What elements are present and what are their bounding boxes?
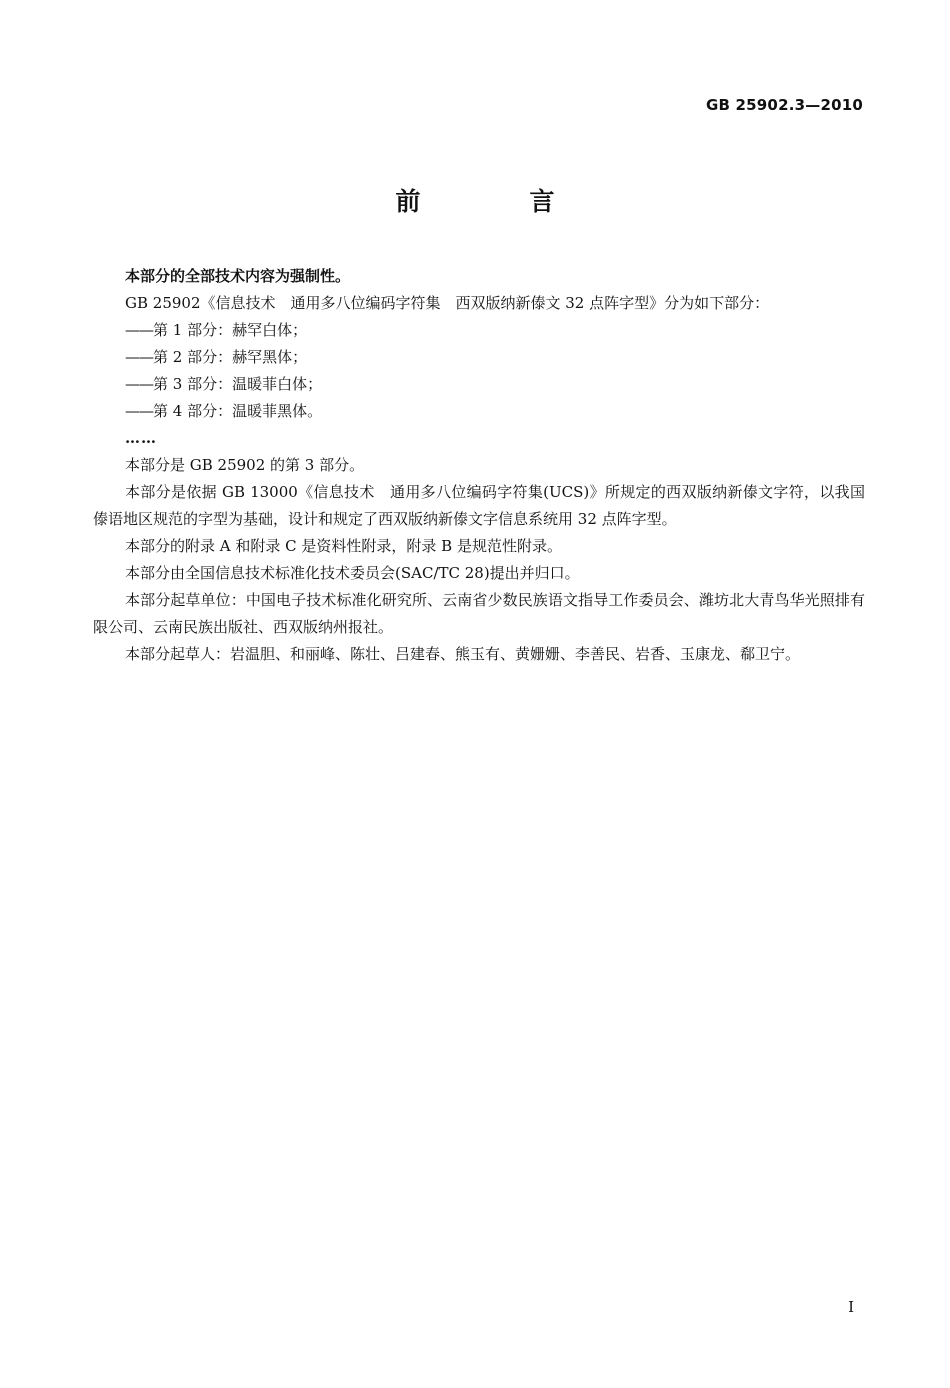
- page-number: I: [848, 1298, 854, 1316]
- part-list-item: [93, 398, 865, 425]
- list-dash: ——: [125, 321, 153, 339]
- list-dash: ——: [125, 402, 153, 420]
- mandatory-statement: 本部分的全部技术内容为强制性。: [125, 267, 351, 285]
- list-dash: ——: [125, 375, 153, 393]
- paragraph: 本部分是依据 GB 13000《信息技术 通用多八位编码字符集(UCS)》所规定的西双版纳新傣文字符，以我国傣语地区规范的字型为基础，设计和规定了西双版纳新傣文字信息系统用 32 点阵字型。: [93, 483, 865, 528]
- structure-intro: GB 25902《信息技术 通用多八位编码字符集 西双版纳新傣文 32 点阵字型》分为如下部分：: [125, 294, 770, 312]
- part-label: 第 3 部分：温暖菲白体；: [153, 375, 323, 393]
- standard-number: GB 25902.3—2010: [705, 96, 863, 114]
- part-list-item: [93, 317, 865, 344]
- page-title: 前 言: [395, 187, 597, 216]
- part-label: 第 1 部分：赫罕白体；: [153, 321, 308, 339]
- list-ellipsis: ……: [125, 429, 157, 447]
- part-list-item: [93, 344, 865, 371]
- part-list-item: [93, 371, 865, 398]
- paragraph: 本部分起草单位：中国电子技术标准化研究所、云南省少数民族语文指导工作委员会、潍坊北大青鸟华光照排有限公司、云南民族出版社、西双版纳州报社。: [93, 591, 865, 636]
- paragraph: 本部分是 GB 25902 的第 3 部分。: [125, 456, 365, 474]
- part-label: 第 2 部分：赫罕黑体；: [153, 348, 308, 366]
- list-dash: ——: [125, 348, 153, 366]
- paragraph: 本部分起草人：岩温胆、和丽峰、陈壮、吕建春、熊玉有、黄姗姗、李善民、岩香、玉康龙、郗卫宁。: [125, 645, 801, 663]
- paragraph: 本部分由全国信息技术标准化技术委员会(SAC/TC 28)提出并归口。: [125, 564, 580, 582]
- foreword-body: [93, 263, 865, 668]
- paragraph: 本部分的附录 A 和附录 C 是资料性附录，附录 B 是规范性附录。: [125, 537, 562, 555]
- part-label: 第 4 部分：温暖菲黑体。: [153, 402, 323, 420]
